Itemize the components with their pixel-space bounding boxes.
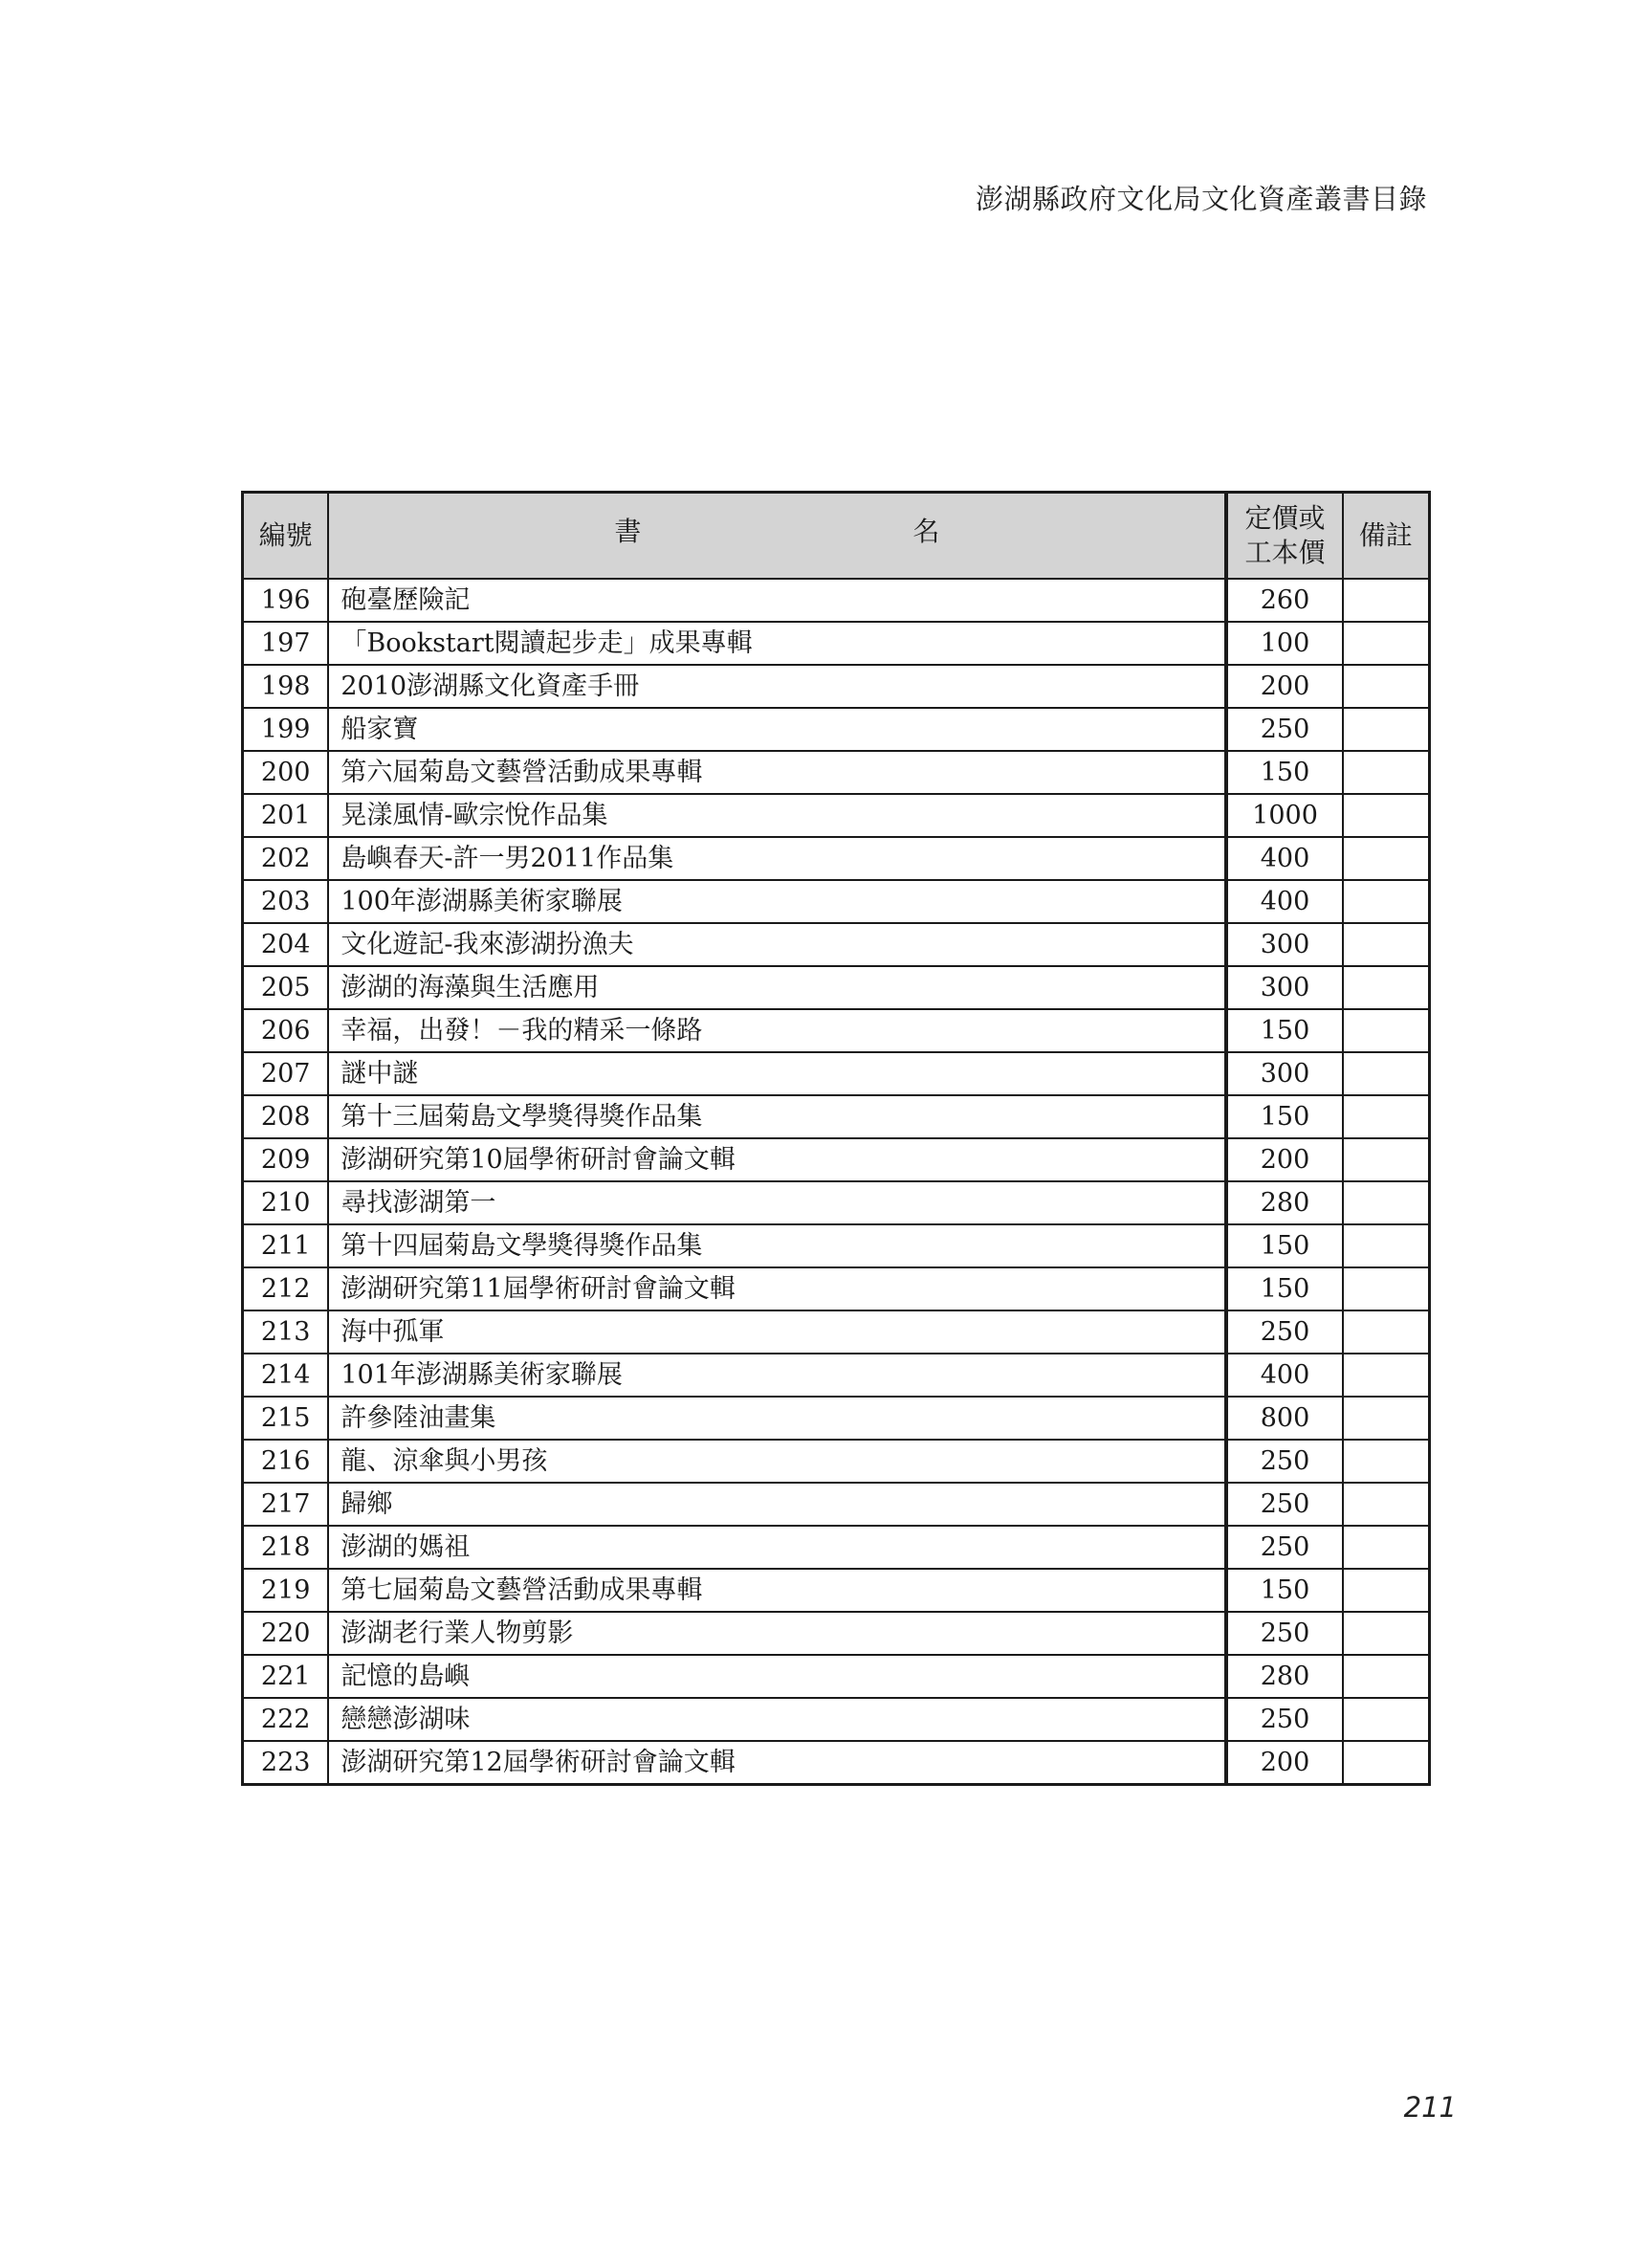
row-title: 晃漾風情-歐宗悅作品集 (328, 794, 1226, 837)
row-price: 100 (1226, 622, 1342, 665)
row-price: 200 (1226, 1138, 1342, 1181)
table-row (243, 1655, 1430, 1698)
row-note (1343, 1440, 1430, 1483)
row-note (1343, 1655, 1430, 1698)
row-price: 150 (1226, 1095, 1342, 1138)
row-price: 1000 (1226, 794, 1342, 837)
row-price: 200 (1226, 665, 1342, 708)
row-note (1343, 708, 1430, 751)
row-number: 214 (243, 1354, 329, 1397)
row-number: 212 (243, 1267, 329, 1310)
row-note (1343, 923, 1430, 966)
row-price: 150 (1226, 1224, 1342, 1267)
row-price: 300 (1226, 1052, 1342, 1095)
row-number: 198 (243, 665, 329, 708)
header-book-name-left: 書 (614, 516, 642, 548)
row-note (1343, 1138, 1430, 1181)
row-number: 205 (243, 966, 329, 1009)
row-number: 208 (243, 1095, 329, 1138)
row-number: 216 (243, 1440, 329, 1483)
row-price: 800 (1226, 1397, 1342, 1440)
row-number: 219 (243, 1569, 329, 1612)
row-title: 澎湖老行業人物剪影 (328, 1612, 1226, 1655)
row-title: 歸鄉 (328, 1483, 1226, 1526)
row-title: 島嶼春天-許一男2011作品集 (328, 837, 1226, 880)
row-number: 199 (243, 708, 329, 751)
row-price: 150 (1226, 1009, 1342, 1052)
row-title: 謎中謎 (328, 1052, 1226, 1095)
row-number: 206 (243, 1009, 329, 1052)
row-note (1343, 1612, 1430, 1655)
row-note (1343, 1354, 1430, 1397)
row-number: 215 (243, 1397, 329, 1440)
row-price: 400 (1226, 1354, 1342, 1397)
table-row (243, 1698, 1430, 1741)
row-title: 海中孤軍 (328, 1310, 1226, 1354)
row-title: 第七屆菊島文藝營活動成果專輯 (328, 1569, 1226, 1612)
row-price: 300 (1226, 966, 1342, 1009)
row-title: 文化遊記-我來澎湖扮漁夫 (328, 923, 1226, 966)
row-note (1343, 1483, 1430, 1526)
row-number: 202 (243, 837, 329, 880)
row-title: 澎湖的媽祖 (328, 1526, 1226, 1569)
row-note (1343, 1698, 1430, 1741)
row-title: 龍、涼傘與小男孩 (328, 1440, 1226, 1483)
table-header (243, 493, 1430, 580)
table-row (243, 1526, 1430, 1569)
row-note (1343, 1095, 1430, 1138)
row-price: 150 (1226, 751, 1342, 794)
row-note (1343, 751, 1430, 794)
row-title: 第六屆菊島文藝營活動成果專輯 (328, 751, 1226, 794)
row-number: 213 (243, 1310, 329, 1354)
row-note (1343, 1224, 1430, 1267)
row-price: 250 (1226, 1483, 1342, 1526)
row-note (1343, 794, 1430, 837)
table-row (243, 1397, 1430, 1440)
row-title: 澎湖研究第10屆學術研討會論文輯 (328, 1138, 1226, 1181)
header-book-name-label (614, 517, 939, 547)
row-number: 209 (243, 1138, 329, 1181)
row-note (1343, 1397, 1430, 1440)
row-price: 250 (1226, 1310, 1342, 1354)
row-number: 200 (243, 751, 329, 794)
table-row (243, 622, 1430, 665)
table-row (243, 1483, 1430, 1526)
table-row (243, 751, 1430, 794)
row-title: 101年澎湖縣美術家聯展 (328, 1354, 1226, 1397)
table-row (243, 1181, 1430, 1224)
row-title: 記憶的島嶼 (328, 1655, 1226, 1698)
row-number: 218 (243, 1526, 329, 1569)
table-row (243, 1354, 1430, 1397)
row-title: 第十三屆菊島文學獎得獎作品集 (328, 1095, 1226, 1138)
table-row (243, 837, 1430, 880)
row-title: 砲臺歷險記 (328, 579, 1226, 622)
row-note (1343, 1569, 1430, 1612)
row-note (1343, 837, 1430, 880)
row-title: 許參陸油畫集 (328, 1397, 1226, 1440)
row-price: 150 (1226, 1267, 1342, 1310)
table-row (243, 708, 1430, 751)
row-note (1343, 1267, 1430, 1310)
row-price: 280 (1226, 1655, 1342, 1698)
table-row (243, 1267, 1430, 1310)
row-note (1343, 880, 1430, 923)
row-note (1343, 966, 1430, 1009)
row-price: 200 (1226, 1741, 1342, 1785)
table-body (243, 579, 1430, 1785)
table-row (243, 794, 1430, 837)
row-price: 400 (1226, 880, 1342, 923)
row-number: 197 (243, 622, 329, 665)
table-row (243, 1310, 1430, 1354)
row-title: 幸福，出發！－我的精采一條路 (328, 1009, 1226, 1052)
table-row (243, 579, 1430, 622)
table-row (243, 880, 1430, 923)
row-note (1343, 1741, 1430, 1785)
row-note (1343, 1181, 1430, 1224)
row-price: 260 (1226, 579, 1342, 622)
table-row (243, 665, 1430, 708)
row-price: 400 (1226, 837, 1342, 880)
table-row (243, 1440, 1430, 1483)
table-row (243, 1095, 1430, 1138)
header-price-line2: 工本價 (1244, 537, 1326, 568)
row-title: 2010澎湖縣文化資產手冊 (328, 665, 1226, 708)
header-price (1226, 493, 1342, 580)
row-title: 澎湖的海藻與生活應用 (328, 966, 1226, 1009)
header-number: 編號 (243, 493, 329, 580)
row-price: 250 (1226, 1440, 1342, 1483)
table-row (243, 1741, 1430, 1785)
table-row (243, 966, 1430, 1009)
header-book-name-right: 名 (912, 516, 940, 548)
table-row (243, 923, 1430, 966)
row-price: 250 (1226, 1612, 1342, 1655)
row-title: 100年澎湖縣美術家聯展 (328, 880, 1226, 923)
row-price: 150 (1226, 1569, 1342, 1612)
row-title: 澎湖研究第12屆學術研討會論文輯 (328, 1741, 1226, 1785)
table-row (243, 1612, 1430, 1655)
table-row (243, 1138, 1430, 1181)
row-number: 220 (243, 1612, 329, 1655)
book-catalog-table (241, 491, 1431, 1786)
row-number: 210 (243, 1181, 329, 1224)
row-price: 250 (1226, 708, 1342, 751)
row-price: 250 (1226, 1698, 1342, 1741)
row-note (1343, 1526, 1430, 1569)
row-note (1343, 579, 1430, 622)
row-note (1343, 1052, 1430, 1095)
row-number: 211 (243, 1224, 329, 1267)
header-book-name (328, 493, 1226, 580)
table-row (243, 1052, 1430, 1095)
header-row (243, 493, 1430, 580)
header-price-line1: 定價或 (1244, 502, 1326, 534)
table-row (243, 1569, 1430, 1612)
table-row (243, 1009, 1430, 1052)
row-title: 「Bookstart閱讀起步走」成果專輯 (328, 622, 1226, 665)
row-number: 217 (243, 1483, 329, 1526)
row-number: 207 (243, 1052, 329, 1095)
table-row (243, 1224, 1430, 1267)
row-title: 澎湖研究第11屆學術研討會論文輯 (328, 1267, 1226, 1310)
row-note (1343, 665, 1430, 708)
row-price: 300 (1226, 923, 1342, 966)
row-number: 196 (243, 579, 329, 622)
row-number: 203 (243, 880, 329, 923)
row-note (1343, 1310, 1430, 1354)
row-number: 223 (243, 1741, 329, 1785)
row-title: 戀戀澎湖味 (328, 1698, 1226, 1741)
row-title: 船家寶 (328, 708, 1226, 751)
row-title: 第十四屆菊島文學獎得獎作品集 (328, 1224, 1226, 1267)
row-number: 221 (243, 1655, 329, 1698)
header-note: 備註 (1343, 493, 1430, 580)
row-note (1343, 1009, 1430, 1052)
page-number: 211 (1403, 2091, 1457, 2124)
row-title: 尋找澎湖第一 (328, 1181, 1226, 1224)
row-number: 204 (243, 923, 329, 966)
row-number: 222 (243, 1698, 329, 1741)
row-note (1343, 622, 1430, 665)
row-price: 280 (1226, 1181, 1342, 1224)
running-header-title: 澎湖縣政府文化局文化資產叢書目錄 (975, 183, 1427, 215)
row-price: 250 (1226, 1526, 1342, 1569)
row-number: 201 (243, 794, 329, 837)
